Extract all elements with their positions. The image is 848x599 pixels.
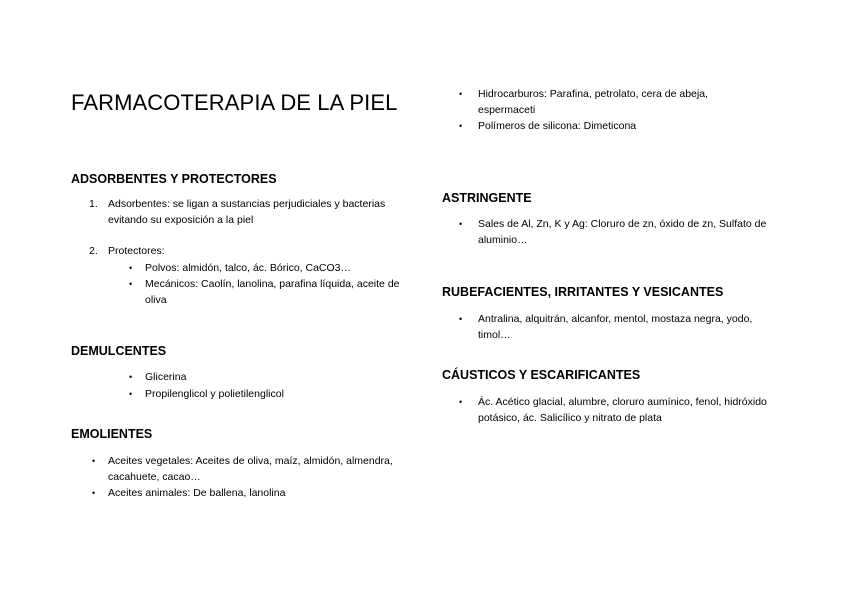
bullet-icon: •	[459, 314, 463, 324]
bullet-icon: •	[129, 372, 133, 382]
list-item: Polvos: almidón, talco, ác. Bórico, CaCO3…	[145, 262, 352, 274]
list-item: Adsorbentes: se ligan a sustancias perjudiciales y bacterias evitando su exposición a la piel	[108, 198, 386, 226]
list-item: Hidrocarburos: Parafina, petrolato, cera de abeja, espermaceti	[478, 88, 708, 116]
section-heading-emolientes: EMOLIENTES	[71, 427, 153, 441]
bullet-icon: •	[92, 488, 96, 498]
section-heading-astringente: ASTRINGENTE	[442, 191, 532, 205]
list-item: Aceites vegetales: Aceites de oliva, maíz, almidón, almendra, cacahuete, cacao…	[108, 455, 393, 483]
bullet-icon: •	[459, 89, 463, 99]
section-heading-rubefacientes: RUBEFACIENTES, IRRITANTES Y VESICANTES	[442, 285, 724, 299]
bullet-icon: •	[129, 389, 133, 399]
list-number: 1.	[89, 198, 98, 210]
list-item: Propilenglicol y polietilenglicol	[145, 388, 284, 400]
bullet-icon: •	[459, 121, 463, 131]
section-heading-demulcentes: DEMULCENTES	[71, 344, 167, 358]
page-title: FARMACOTERAPIA DE LA PIEL	[71, 90, 398, 115]
list-item: Sales de Al, Zn, K y Ag: Cloruro de zn, óxido de zn, Sulfato de aluminio…	[478, 218, 767, 246]
bullet-icon: •	[459, 397, 463, 407]
list-item: Glicerina	[145, 371, 187, 383]
bullet-icon: •	[459, 219, 463, 229]
list-item: Aceites animales: De ballena, lanolina	[108, 487, 286, 499]
bullet-icon: •	[92, 456, 96, 466]
list-item: Ác. Acético glacial, alumbre, cloruro aumínico, fenol, hidróxido potásico, ác. Salicílico y nitrato de plata	[478, 396, 767, 424]
bullet-icon: •	[129, 263, 133, 273]
list-item: Protectores:	[108, 245, 165, 257]
section-heading-adsorbentes: ADSORBENTES Y PROTECTORES	[71, 172, 277, 186]
list-item: Antralina, alquitrán, alcanfor, mentol, mostaza negra, yodo, timol…	[478, 313, 753, 341]
bullet-icon: •	[129, 279, 133, 289]
list-number: 2.	[89, 245, 98, 257]
section-heading-causticos: CÁUSTICOS Y ESCARIFICANTES	[442, 368, 641, 382]
list-item: Mecánicos: Caolín, lanolina, parafina líquida, aceite de oliva	[145, 278, 400, 306]
list-item: Polímeros de silicona: Dimeticona	[478, 120, 637, 132]
